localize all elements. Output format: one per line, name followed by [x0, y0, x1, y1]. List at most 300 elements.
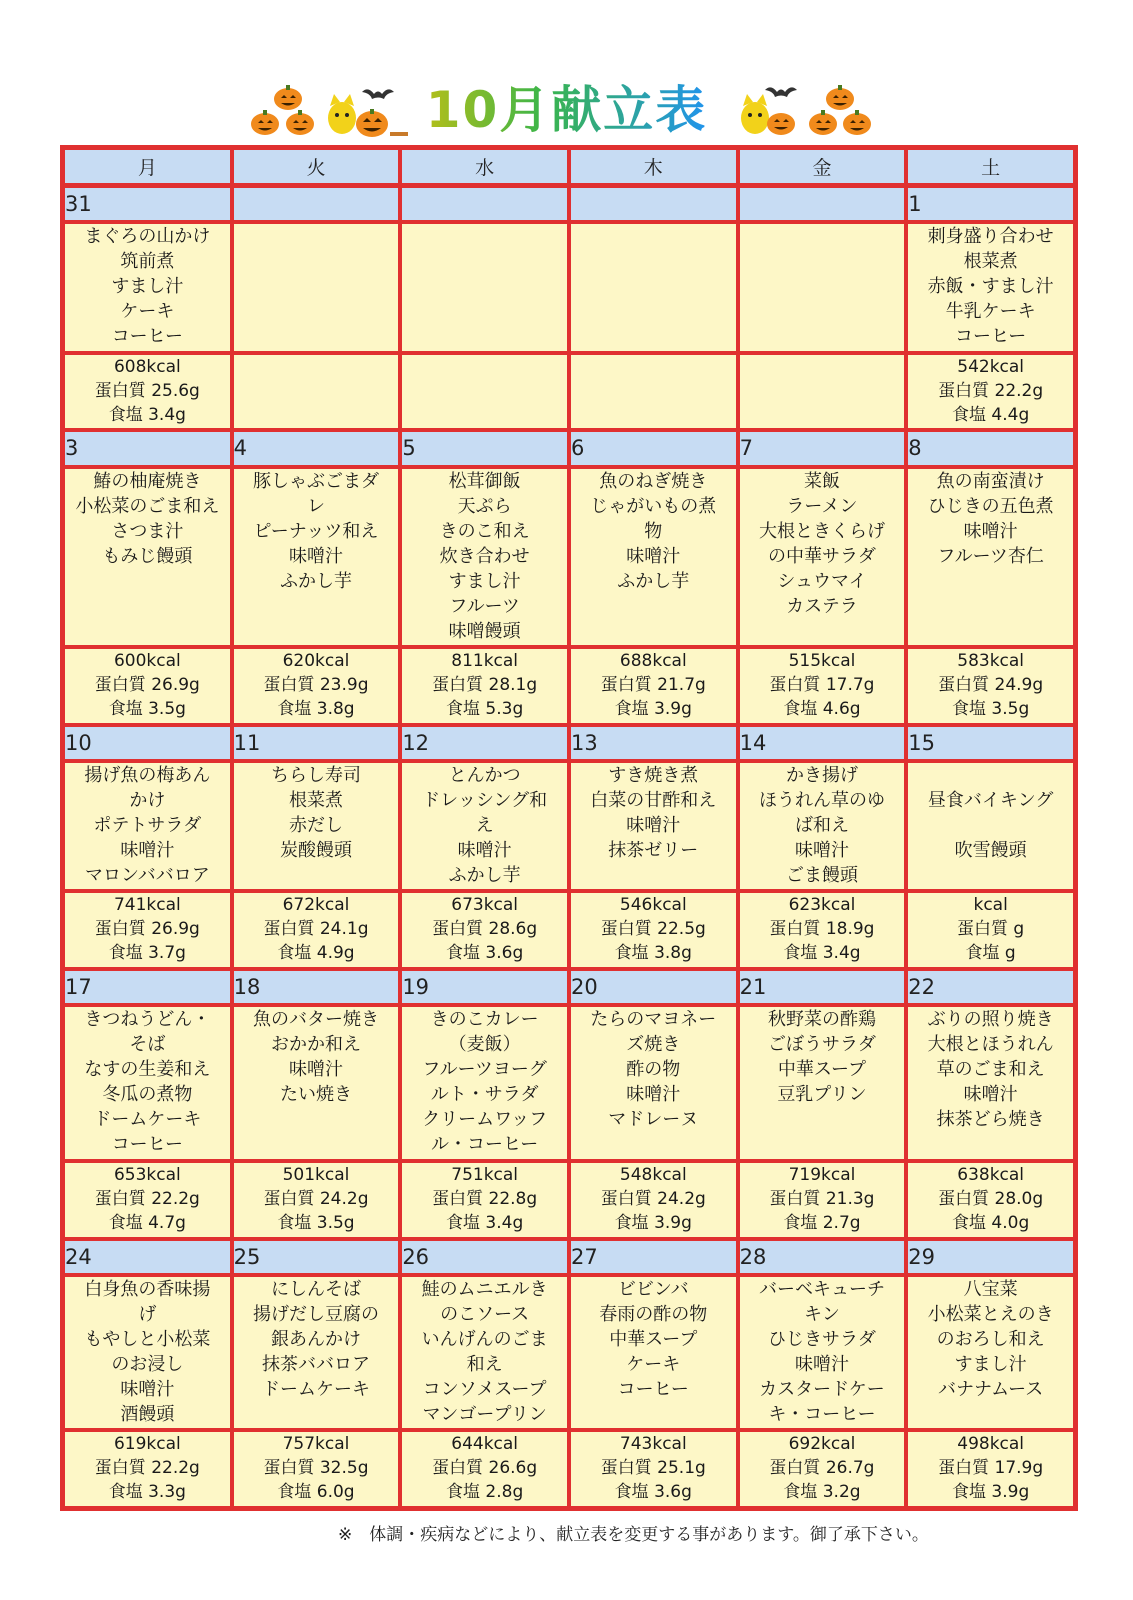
protein-value: 蛋白質 32.5g [263, 1458, 369, 1479]
menu-row [63, 222, 1075, 352]
nutrition-cell [400, 1161, 569, 1239]
menu-item: 中華スープ [777, 1059, 867, 1081]
salt-value: 食塩 3.6g [614, 1482, 692, 1503]
menu-item: 味噌汁 [457, 840, 512, 862]
calories-value: 619kcal [113, 1434, 181, 1455]
nutrition-cell [232, 891, 401, 969]
menu-item: ピーナッツ和え [253, 520, 379, 542]
nutrition-cell [63, 1161, 232, 1239]
nutrition-cell [63, 647, 232, 725]
nutrition-cell [400, 647, 569, 725]
bat-icon [765, 87, 797, 97]
menu-item: 和え [466, 1353, 503, 1375]
nutrition-cell [232, 1161, 401, 1239]
menu-item: すまし汁 [954, 1353, 1027, 1375]
menu-item: え [475, 815, 494, 837]
salt-value: 食塩 2.8g [446, 1482, 524, 1503]
cat-icon [741, 94, 769, 134]
calories-value: 811kcal [451, 651, 519, 672]
nutrition-cell [738, 891, 907, 969]
menu-item: 春雨の酢の物 [599, 1303, 708, 1325]
menu-item: ル・コーヒー [431, 1134, 539, 1156]
day-number: 22 [906, 969, 1075, 1005]
salt-value: 食塩 3.4g [783, 943, 861, 964]
nutrition-row [63, 1430, 1075, 1508]
menu-item: たらのマヨネー [590, 1009, 717, 1031]
menu-cell [400, 222, 569, 352]
menu-item: 中華スープ [609, 1328, 698, 1350]
menu-item: 赤だし [288, 815, 343, 837]
protein-value: 蛋白質 26.6g [432, 1458, 538, 1479]
nutrition-cell [906, 353, 1075, 431]
page-title: 10月献立表 [0, 80, 1133, 140]
weekday-header: 水 [400, 148, 569, 186]
menu-item: マンゴープリン [422, 1403, 547, 1425]
day-number: 28 [738, 1239, 907, 1275]
menu-item: フルーツ [449, 595, 520, 617]
salt-value: 食塩 3.5g [952, 699, 1030, 720]
menu-item: ば和え [794, 815, 849, 837]
salt-value: 食塩 3.4g [446, 1212, 524, 1233]
salt-value: 食塩 4.0g [952, 1212, 1030, 1233]
menu-cell [400, 761, 569, 891]
menu-item: バーベキューチ [758, 1278, 885, 1300]
menu-item: 白菜の甘酢和え [590, 790, 717, 812]
nutrition-row [63, 647, 1075, 725]
protein-value: 蛋白質 18.9g [769, 919, 875, 940]
menu-item: 刺身盛り合わせ [927, 226, 1054, 248]
menu-item: 揚げ魚の梅あん [84, 765, 211, 787]
protein-value: 蛋白質 25.1g [600, 1458, 706, 1479]
menu-cell [569, 761, 738, 891]
salt-value: 食塩 2.7g [783, 1212, 861, 1233]
nutrition-cell [400, 1430, 569, 1508]
salt-value: 食塩 3.8g [277, 699, 355, 720]
day-number: 10 [63, 725, 232, 761]
menu-cell [63, 1275, 232, 1430]
nutrition-cell [906, 1161, 1075, 1239]
menu-item: ひじきサラダ [768, 1328, 876, 1350]
menu-item: の中華サラダ [768, 545, 876, 567]
menu-item: ふかし芋 [279, 570, 352, 592]
menu-cell [906, 1005, 1075, 1160]
day-number: 31 [63, 186, 232, 222]
cat-icon [328, 94, 356, 134]
nutrition-row [63, 891, 1075, 969]
menu-item: すまし汁 [448, 570, 521, 592]
menu-cell [569, 467, 738, 648]
menu-cell [63, 467, 232, 648]
nutrition-cell [400, 891, 569, 969]
calories-value: 741kcal [113, 895, 181, 916]
menu-item: ごま饅頭 [785, 865, 858, 887]
protein-value: 蛋白質 28.1g [432, 675, 538, 696]
menu-item: 魚のねぎ焼き [599, 470, 708, 492]
salt-value: 食塩 3.8g [614, 943, 692, 964]
menu-item: 味噌汁 [288, 545, 343, 567]
menu-row [63, 1275, 1075, 1430]
menu-item: 味噌汁 [626, 815, 681, 837]
menu-row [63, 761, 1075, 891]
menu-cell [569, 1275, 738, 1430]
day-number [400, 186, 569, 222]
salt-value: 食塩 3.4g [108, 404, 186, 425]
salt-value: 食塩 3.2g [783, 1482, 861, 1503]
nutrition-cell [63, 353, 232, 431]
menu-item: 銀あんかけ [270, 1328, 361, 1350]
day-number: 6 [569, 430, 738, 466]
menu-item [908, 763, 1073, 788]
day-number: 8 [906, 430, 1075, 466]
menu-item: 物 [644, 520, 663, 542]
pumpkin-icon [843, 110, 871, 135]
day-number: 26 [400, 1239, 569, 1275]
menu-item: カステラ [786, 595, 858, 617]
nutrition-cell [400, 353, 569, 431]
day-number: 18 [232, 969, 401, 1005]
menu-item: いんげんのごま [421, 1328, 548, 1350]
menu-item: ひじきの五色煮 [927, 495, 1054, 517]
calories-value: 542kcal [957, 356, 1025, 377]
calories-value: 583kcal [957, 651, 1025, 672]
date-row [63, 1239, 1075, 1275]
menu-calendar [60, 145, 1078, 1511]
nutrition-cell [63, 1430, 232, 1508]
menu-cell [232, 1275, 401, 1430]
menu-item: すき焼き煮 [608, 765, 699, 787]
menu-item: 抹茶どら焼き [936, 1109, 1045, 1131]
menu-item: 秋野菜の酢鶏 [767, 1009, 876, 1031]
protein-value: 蛋白質 22.8g [432, 1188, 538, 1209]
day-number: 24 [63, 1239, 232, 1275]
menu-item: ビビンバ [617, 1278, 689, 1300]
day-number [738, 186, 907, 222]
pumpkin-icon [251, 110, 279, 135]
salt-value: 食塩 3.9g [952, 1482, 1030, 1503]
menu-item: （麦飯） [448, 1034, 521, 1056]
pumpkin-icon [809, 110, 837, 135]
calories-value: 501kcal [282, 1164, 350, 1185]
date-row [63, 186, 1075, 222]
menu-cell [738, 1275, 907, 1430]
nutrition-row [63, 353, 1075, 431]
calories-value: 600kcal [113, 651, 181, 672]
date-row [63, 725, 1075, 761]
menu-item: 味噌汁 [626, 1084, 681, 1106]
menu-cell [738, 467, 907, 648]
menu-item: 白身魚の香味揚 [84, 1278, 211, 1300]
salt-value: 食塩 3.9g [614, 1212, 692, 1233]
day-number: 11 [232, 725, 401, 761]
weekday-header: 金 [738, 148, 907, 186]
menu-item: ルト・サラダ [430, 1084, 539, 1106]
nutrition-cell [569, 647, 738, 725]
menu-item: レ [306, 495, 325, 517]
salt-value: 食塩 6.0g [277, 1482, 355, 1503]
menu-item: ケーキ [120, 301, 175, 323]
calories-value: 653kcal [113, 1164, 181, 1185]
protein-value: 蛋白質 26.9g [94, 919, 200, 940]
menu-item: 筑前煮 [120, 251, 175, 273]
calories-value: 638kcal [957, 1164, 1025, 1185]
protein-value: 蛋白質 24.2g [263, 1188, 369, 1209]
nutrition-cell [738, 353, 907, 431]
menu-item: 鰆の柚庵焼き [93, 470, 202, 492]
calories-value: 644kcal [451, 1434, 519, 1455]
menu-item: バナナムース [937, 1378, 1044, 1400]
nutrition-cell [906, 891, 1075, 969]
menu-item: 松茸御飯 [448, 470, 521, 492]
jack-o-lantern-icon [767, 113, 795, 135]
protein-value: 蛋白質 26.7g [769, 1458, 875, 1479]
menu-item: フルーツ杏仁 [937, 545, 1044, 567]
salt-value: 食塩 3.3g [108, 1482, 186, 1503]
salt-value: 食塩 4.7g [108, 1212, 186, 1233]
menu-item: 味噌汁 [963, 1084, 1018, 1106]
protein-value: 蛋白質 21.7g [600, 675, 706, 696]
menu-item: ごぼうサラダ [768, 1034, 876, 1056]
menu-item: すまし汁 [111, 276, 184, 298]
weekday-header: 木 [569, 148, 738, 186]
menu-item: キン [804, 1303, 840, 1325]
menu-item: ケーキ [626, 1353, 681, 1375]
menu-cell [738, 761, 907, 891]
menu-item: 根菜煮 [963, 251, 1018, 273]
nutrition-cell [738, 647, 907, 725]
date-row [63, 430, 1075, 466]
menu-item: カスタードケー [759, 1378, 885, 1400]
menu-cell [906, 761, 1075, 891]
protein-value: 蛋白質 21.3g [769, 1188, 875, 1209]
day-number: 25 [232, 1239, 401, 1275]
menu-cell [63, 761, 232, 891]
menu-item: ぶりの照り焼き [927, 1009, 1054, 1031]
menu-item: たい焼き [279, 1084, 352, 1106]
day-number: 13 [569, 725, 738, 761]
nutrition-cell [232, 353, 401, 431]
menu-item: フルーツヨーグ [422, 1059, 547, 1081]
bat-icon [362, 89, 394, 99]
nutrition-cell [569, 1430, 738, 1508]
menu-item: もやしと小松菜 [84, 1328, 211, 1350]
nutrition-cell [569, 1161, 738, 1239]
protein-value: 蛋白質 22.2g [938, 380, 1044, 401]
menu-item: マドレーヌ [608, 1109, 699, 1131]
protein-value: 蛋白質 g [957, 919, 1025, 940]
menu-item: 八宝菜 [963, 1278, 1018, 1300]
menu-cell [400, 1005, 569, 1160]
menu-item: 小松菜のごま和え [75, 495, 220, 517]
day-number: 29 [906, 1239, 1075, 1275]
menu-item: コーヒー [955, 326, 1027, 348]
nutrition-row [63, 1161, 1075, 1239]
calories-value: 757kcal [282, 1434, 350, 1455]
day-number: 3 [63, 430, 232, 466]
protein-value: 蛋白質 23.9g [263, 675, 369, 696]
day-number: 12 [400, 725, 569, 761]
salt-value: 食塩 g [965, 943, 1016, 964]
menu-cell [906, 467, 1075, 648]
day-number: 5 [400, 430, 569, 466]
protein-value: 蛋白質 24.2g [600, 1188, 706, 1209]
calories-value: kcal [973, 895, 1008, 916]
menu-item: 魚のバター焼き [252, 1009, 379, 1031]
menu-item: 大根ときくらげ [758, 520, 885, 542]
menu-item: そば [129, 1034, 166, 1056]
menu-item: なすの生姜和え [84, 1059, 211, 1081]
protein-value: 蛋白質 22.5g [600, 919, 706, 940]
menu-item: シュウマイ [777, 570, 867, 592]
day-number: 14 [738, 725, 907, 761]
salt-value: 食塩 4.9g [277, 943, 355, 964]
menu-item: きのこ和え [439, 520, 530, 542]
menu-item: 味噌汁 [120, 1378, 175, 1400]
menu-item: のおろし和え [936, 1328, 1045, 1350]
nutrition-cell [738, 1161, 907, 1239]
date-row [63, 969, 1075, 1005]
protein-value: 蛋白質 28.0g [938, 1188, 1044, 1209]
menu-cell [569, 222, 738, 352]
nutrition-cell [569, 353, 738, 431]
protein-value: 蛋白質 24.9g [938, 675, 1044, 696]
menu-item: 味噌饅頭 [448, 620, 521, 642]
menu-item: とんかつ [448, 765, 521, 787]
menu-item: 吹雪饅頭 [954, 840, 1027, 862]
menu-item: 酢の物 [626, 1059, 681, 1081]
menu-item: 赤飯・すまし汁 [927, 276, 1054, 298]
jack-o-lantern-icon [356, 109, 388, 137]
menu-cell [906, 1275, 1075, 1430]
menu-item: 炭酸饅頭 [279, 840, 352, 862]
menu-item: 牛乳ケーキ [945, 301, 1036, 323]
menu-item: クリームワッフ [422, 1109, 548, 1131]
protein-value: 蛋白質 17.9g [938, 1458, 1044, 1479]
menu-item: 小松菜とえのき [927, 1303, 1054, 1325]
day-number [232, 186, 401, 222]
menu-row [63, 467, 1075, 648]
calories-value: 498kcal [957, 1434, 1025, 1455]
menu-cell [232, 761, 401, 891]
menu-item: 魚の南蛮漬け [936, 470, 1045, 492]
salt-value: 食塩 4.4g [952, 404, 1030, 425]
menu-item: 酒饅頭 [120, 1403, 175, 1425]
menu-item: 鮭のムニエルき [421, 1278, 548, 1300]
day-number: 27 [569, 1239, 738, 1275]
calories-value: 672kcal [282, 895, 350, 916]
day-number: 15 [906, 725, 1075, 761]
menu-item: 豆乳プリン [777, 1084, 867, 1106]
day-number: 19 [400, 969, 569, 1005]
menu-item: ふかし芋 [617, 570, 690, 592]
menu-item: げ [138, 1303, 157, 1325]
menu-item: ズ焼き [626, 1034, 681, 1056]
halloween-decoration-left [250, 82, 410, 142]
protein-value: 蛋白質 28.6g [432, 919, 538, 940]
menu-item: きつねうどん・ [84, 1009, 211, 1031]
calories-value: 548kcal [619, 1164, 687, 1185]
menu-item: 味噌汁 [626, 545, 681, 567]
weekday-header: 土 [906, 148, 1075, 186]
menu-item: 味噌汁 [288, 1059, 343, 1081]
menu-cell [232, 467, 401, 648]
menu-item: まぐろの山かけ [84, 226, 211, 248]
weekday-header: 火 [232, 148, 401, 186]
menu-item: ドレッシング和 [422, 790, 548, 812]
protein-value: 蛋白質 26.9g [94, 675, 200, 696]
menu-cell [738, 222, 907, 352]
menu-item: ちらし寿司 [270, 765, 361, 787]
menu-cell [569, 1005, 738, 1160]
day-number: 7 [738, 430, 907, 466]
menu-item: 豚しゃぶごまダ [252, 470, 379, 492]
menu-item: 大根とほうれん [927, 1034, 1054, 1056]
menu-item: おかか和え [270, 1034, 361, 1056]
protein-value: 蛋白質 22.2g [94, 1188, 200, 1209]
calories-value: 751kcal [451, 1164, 519, 1185]
menu-item: 天ぷら [457, 495, 512, 517]
menu-item: 味噌汁 [794, 840, 849, 862]
menu-item: 味噌汁 [120, 840, 175, 862]
protein-value: 蛋白質 25.6g [94, 380, 200, 401]
menu-item: 草のごま和え [936, 1059, 1045, 1081]
menu-item: ポテトサラダ [93, 815, 202, 837]
menu-cell [63, 1005, 232, 1160]
menu-item: 味噌汁 [963, 520, 1018, 542]
menu-item: コーヒー [111, 326, 183, 348]
day-number: 4 [232, 430, 401, 466]
menu-item: きのこカレー [430, 1009, 539, 1031]
menu-item: じゃがいもの煮 [590, 495, 717, 517]
pumpkin-icon [274, 85, 302, 110]
calendar-body [63, 186, 1075, 1508]
calories-value: 719kcal [788, 1164, 856, 1185]
menu-item: 菜飯 [803, 470, 840, 492]
menu-item: さつま汁 [111, 520, 184, 542]
salt-value: 食塩 3.9g [614, 699, 692, 720]
weekday-header-row [63, 148, 1075, 186]
menu-item: ドームケーキ [261, 1378, 370, 1400]
menu-item: マロンババロア [84, 865, 210, 887]
menu-item: ほうれん草のゆ [758, 790, 885, 812]
calories-value: 546kcal [619, 895, 687, 916]
salt-value: 食塩 3.6g [446, 943, 524, 964]
menu-item: もみじ饅頭 [102, 545, 193, 567]
menu-item: かけ [129, 790, 166, 812]
menu-item: 揚げだし豆腐の [252, 1303, 379, 1325]
calories-value: 688kcal [619, 651, 687, 672]
nutrition-cell [738, 1430, 907, 1508]
calories-value: 623kcal [788, 895, 856, 916]
menu-cell [738, 1005, 907, 1160]
menu-cell [232, 1005, 401, 1160]
menu-item: ラーメン [786, 495, 858, 517]
menu-item: コーヒー [111, 1134, 183, 1156]
day-number: 21 [738, 969, 907, 1005]
halloween-decoration-right [735, 82, 885, 142]
nutrition-cell [63, 891, 232, 969]
calories-value: 743kcal [619, 1434, 687, 1455]
menu-item: 味噌汁 [794, 1353, 849, 1375]
protein-value: 蛋白質 24.1g [263, 919, 369, 940]
salt-value: 食塩 3.5g [277, 1212, 355, 1233]
menu-item: キ・コーヒー [768, 1403, 876, 1425]
menu-item: のお浸し [111, 1353, 184, 1375]
salt-value: 食塩 3.7g [108, 943, 186, 964]
menu-item: 抹茶ゼリー [608, 840, 699, 862]
protein-value: 蛋白質 17.7g [769, 675, 875, 696]
menu-item: 抹茶ババロア [261, 1353, 370, 1375]
day-number [569, 186, 738, 222]
